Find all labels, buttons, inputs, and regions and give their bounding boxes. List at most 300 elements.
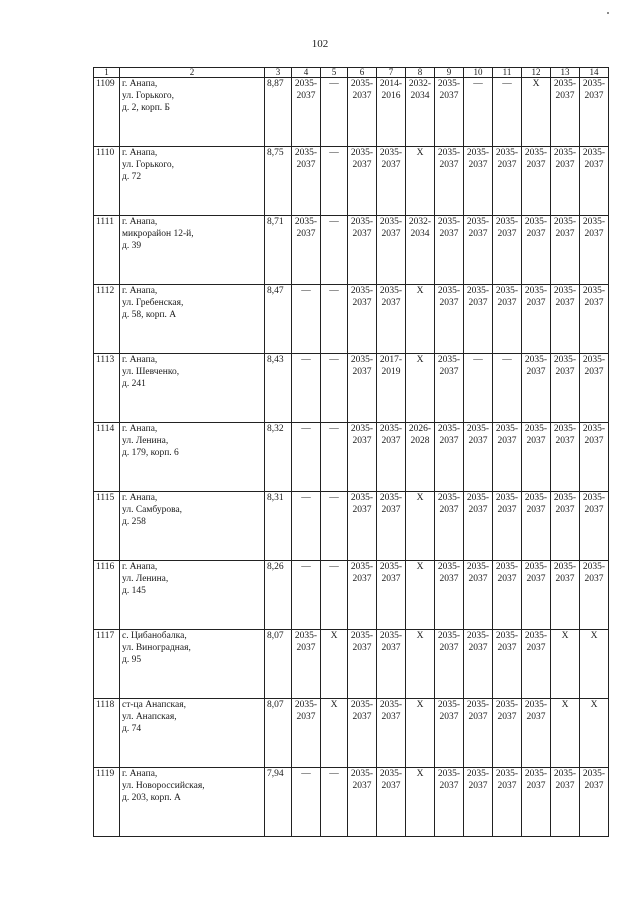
period-text: 2037 xyxy=(497,642,517,653)
period-text: 2035- xyxy=(553,493,577,503)
period-text: 2037 xyxy=(468,780,488,791)
period-text: 2037 xyxy=(381,435,401,446)
period-cell xyxy=(406,147,435,216)
value-cell: 8,47 xyxy=(265,285,292,354)
period-cell xyxy=(551,492,580,561)
period-cell xyxy=(292,561,321,630)
period-text: X xyxy=(416,562,424,572)
period-text: 2035- xyxy=(379,148,403,158)
period-text: 2035- xyxy=(524,700,548,710)
period-cell xyxy=(292,630,321,699)
period-cell xyxy=(522,699,551,768)
period-text: 2026- xyxy=(408,424,432,434)
period-text: 2035- xyxy=(350,424,374,434)
table-row xyxy=(94,78,609,147)
period-cell xyxy=(348,699,377,768)
period-text: 2037 xyxy=(296,90,316,101)
period-text: 2037 xyxy=(584,228,604,239)
table-row xyxy=(94,699,609,768)
table-row xyxy=(94,492,609,561)
period-text: — xyxy=(329,493,339,503)
period-text: 2037 xyxy=(497,780,517,791)
period-cell xyxy=(580,216,609,285)
period-text: X xyxy=(416,355,424,365)
period-text: 2037 xyxy=(439,435,459,446)
period-cell xyxy=(435,285,464,354)
period-text: 2035- xyxy=(437,562,461,572)
period-text: 2035- xyxy=(553,217,577,227)
period-text: 2035- xyxy=(437,148,461,158)
period-text: 2037 xyxy=(555,159,575,170)
period-cell xyxy=(348,561,377,630)
period-cell xyxy=(580,699,609,768)
address-line: микрорайон 12-й, xyxy=(122,228,194,239)
address-line: с. Цибанобалка, xyxy=(122,631,187,641)
period-text: 2037 xyxy=(439,297,459,308)
row-number-cell: 1110 xyxy=(94,147,120,216)
period-cell xyxy=(493,630,522,699)
address-cell xyxy=(120,354,265,423)
period-cell xyxy=(551,354,580,423)
period-cell xyxy=(321,423,348,492)
period-cell xyxy=(377,768,406,837)
period-text: 2037 xyxy=(584,573,604,584)
period-cell xyxy=(464,492,493,561)
period-cell xyxy=(377,492,406,561)
period-text: 2037 xyxy=(439,228,459,239)
period-cell xyxy=(551,78,580,147)
address-line: ст-ца Анапская, xyxy=(122,700,186,710)
address-line: д. 241 xyxy=(122,378,146,389)
column-header: 14 xyxy=(580,68,609,78)
period-text: 2035- xyxy=(553,424,577,434)
period-text: 2037 xyxy=(381,297,401,308)
period-text: — xyxy=(329,217,339,227)
period-text: — xyxy=(329,79,339,89)
period-text: 2037 xyxy=(381,504,401,515)
period-text: 2035- xyxy=(582,217,606,227)
period-text: 2035- xyxy=(582,79,606,89)
address-cell xyxy=(120,561,265,630)
address-cell xyxy=(120,78,265,147)
period-cell xyxy=(435,78,464,147)
period-cell xyxy=(551,561,580,630)
period-text: 2035- xyxy=(437,355,461,365)
period-text: 2037 xyxy=(352,573,372,584)
period-text: 2037 xyxy=(584,780,604,791)
period-text: 2035- xyxy=(495,769,519,779)
period-cell xyxy=(406,699,435,768)
period-cell xyxy=(551,699,580,768)
period-text: — xyxy=(473,79,483,89)
row-number-cell: 1117 xyxy=(94,630,120,699)
period-text: 2037 xyxy=(555,504,575,515)
period-text: 2037 xyxy=(468,504,488,515)
period-text: 2014- xyxy=(379,79,403,89)
period-text: X xyxy=(330,700,338,710)
period-cell xyxy=(551,630,580,699)
period-text: 2032- xyxy=(408,79,432,89)
period-text: — xyxy=(301,355,311,365)
period-cell xyxy=(464,285,493,354)
period-text: 2037 xyxy=(555,366,575,377)
column-header: 7 xyxy=(377,68,406,78)
period-text: 2037 xyxy=(497,573,517,584)
period-text: X xyxy=(416,493,424,503)
period-text: 2035- xyxy=(350,700,374,710)
period-text: 2037 xyxy=(555,435,575,446)
period-text: 2035- xyxy=(379,286,403,296)
period-cell xyxy=(377,354,406,423)
table-row xyxy=(94,354,609,423)
page-number: 102 xyxy=(311,38,329,50)
period-text: 2037 xyxy=(526,297,546,308)
address-cell xyxy=(120,630,265,699)
period-text: 2035- xyxy=(466,424,490,434)
period-text: 2035- xyxy=(466,562,490,572)
column-header: 6 xyxy=(348,68,377,78)
period-text: 2037 xyxy=(439,159,459,170)
column-header: 8 xyxy=(406,68,435,78)
period-text: 2035- xyxy=(495,700,519,710)
period-text: 2037 xyxy=(468,297,488,308)
value-cell: 7,94 xyxy=(265,768,292,837)
period-cell xyxy=(321,216,348,285)
scan-speck xyxy=(607,12,609,14)
period-text: 2037 xyxy=(584,297,604,308)
period-text: 2035- xyxy=(524,493,548,503)
row-number-cell: 1116 xyxy=(94,561,120,630)
period-text: 2035- xyxy=(495,562,519,572)
column-header: 9 xyxy=(435,68,464,78)
table-row xyxy=(94,768,609,837)
value-cell: 8,07 xyxy=(265,699,292,768)
address-cell xyxy=(120,147,265,216)
period-text: 2035- xyxy=(466,148,490,158)
period-cell xyxy=(292,492,321,561)
period-cell xyxy=(522,561,551,630)
period-text: 2037 xyxy=(497,435,517,446)
period-text: 2035- xyxy=(437,217,461,227)
row-number-cell: 1111 xyxy=(94,216,120,285)
period-cell xyxy=(406,78,435,147)
period-text: 2037 xyxy=(439,504,459,515)
table-row xyxy=(94,285,609,354)
period-cell xyxy=(435,630,464,699)
period-cell xyxy=(406,285,435,354)
period-cell xyxy=(292,147,321,216)
period-text: 2035- xyxy=(495,424,519,434)
period-text: 2035- xyxy=(437,493,461,503)
period-text: 2037 xyxy=(296,228,316,239)
period-text: 2035- xyxy=(524,562,548,572)
period-cell xyxy=(435,423,464,492)
period-text: 2035- xyxy=(495,148,519,158)
period-text: 2037 xyxy=(526,435,546,446)
column-header: 13 xyxy=(551,68,580,78)
period-cell xyxy=(406,216,435,285)
address-line: г. Анапа, xyxy=(122,286,158,296)
period-cell xyxy=(292,78,321,147)
period-text: — xyxy=(329,562,339,572)
period-cell xyxy=(406,492,435,561)
period-text: 2035- xyxy=(437,769,461,779)
period-cell xyxy=(551,768,580,837)
period-text: 2035- xyxy=(495,493,519,503)
period-cell xyxy=(580,423,609,492)
address-cell xyxy=(120,492,265,561)
period-text: 2035- xyxy=(524,217,548,227)
period-text: 2035- xyxy=(379,562,403,572)
column-header: 5 xyxy=(321,68,348,78)
period-text: 2035- xyxy=(582,286,606,296)
period-cell xyxy=(522,630,551,699)
address-line: д. 145 xyxy=(122,585,146,596)
period-cell xyxy=(493,492,522,561)
period-cell xyxy=(321,354,348,423)
period-text: 2037 xyxy=(584,366,604,377)
address-line: д. 179, корп. 6 xyxy=(122,447,179,458)
period-text: — xyxy=(301,286,311,296)
period-cell xyxy=(493,561,522,630)
column-header: 1 xyxy=(94,68,120,78)
table-row xyxy=(94,216,609,285)
period-text: 2037 xyxy=(526,159,546,170)
period-text: 2035- xyxy=(582,148,606,158)
period-cell xyxy=(551,216,580,285)
period-text: — xyxy=(301,493,311,503)
period-cell xyxy=(464,561,493,630)
address-line: ул. Горького, xyxy=(122,159,174,170)
period-cell xyxy=(551,147,580,216)
address-line: ул. Самбурова, xyxy=(122,504,183,515)
register-table xyxy=(93,67,609,837)
period-cell xyxy=(435,561,464,630)
period-text: 2037 xyxy=(352,435,372,446)
period-text: 2037 xyxy=(352,90,372,101)
table-row xyxy=(94,630,609,699)
period-cell xyxy=(377,423,406,492)
period-cell xyxy=(551,285,580,354)
period-cell xyxy=(377,630,406,699)
period-text: 2035- xyxy=(553,79,577,89)
period-text: 2028 xyxy=(410,435,430,446)
period-cell xyxy=(464,423,493,492)
period-text: 2037 xyxy=(352,504,372,515)
period-text: 2035- xyxy=(350,355,374,365)
period-text: 2035- xyxy=(437,424,461,434)
period-text: 2035- xyxy=(524,148,548,158)
address-line: д. 58, корп. А xyxy=(122,309,177,320)
period-cell xyxy=(435,354,464,423)
period-cell xyxy=(580,354,609,423)
period-text: 2037 xyxy=(555,90,575,101)
address-cell xyxy=(120,285,265,354)
period-text: 2037 xyxy=(381,711,401,722)
period-text: 2037 xyxy=(497,159,517,170)
row-number-cell: 1118 xyxy=(94,699,120,768)
period-cell xyxy=(292,699,321,768)
period-text: — xyxy=(329,148,339,158)
period-text: 2037 xyxy=(296,642,316,653)
period-text: 2035- xyxy=(495,286,519,296)
period-cell xyxy=(348,354,377,423)
period-text: 2035- xyxy=(437,286,461,296)
period-text: 2037 xyxy=(526,366,546,377)
period-cell xyxy=(580,285,609,354)
period-text: 2037 xyxy=(352,711,372,722)
address-cell xyxy=(120,699,265,768)
period-cell xyxy=(580,147,609,216)
period-text: 2037 xyxy=(296,159,316,170)
period-text: 2035- xyxy=(524,286,548,296)
period-text: 2035- xyxy=(294,631,318,641)
address-line: ул. Гребенская, xyxy=(122,297,184,308)
period-text: 2037 xyxy=(352,780,372,791)
period-text: 2037 xyxy=(555,780,575,791)
period-cell xyxy=(580,492,609,561)
period-cell xyxy=(435,147,464,216)
period-text: 2037 xyxy=(584,435,604,446)
period-cell xyxy=(435,216,464,285)
column-header: 4 xyxy=(292,68,321,78)
table-row xyxy=(94,147,609,216)
period-text: 2037 xyxy=(352,228,372,239)
period-text: 2034 xyxy=(410,90,430,101)
period-text: 2035- xyxy=(466,631,490,641)
period-cell xyxy=(321,78,348,147)
period-cell xyxy=(435,768,464,837)
address-line: г. Анапа, xyxy=(122,562,158,572)
address-line: д. 203, корп. А xyxy=(122,792,181,803)
period-text: 2037 xyxy=(381,780,401,791)
period-cell xyxy=(464,216,493,285)
column-header: 12 xyxy=(522,68,551,78)
period-text: 2035- xyxy=(466,286,490,296)
period-text: 2037 xyxy=(526,642,546,653)
period-cell xyxy=(493,699,522,768)
period-text: 2035- xyxy=(437,700,461,710)
period-text: 2037 xyxy=(468,435,488,446)
period-text: — xyxy=(502,355,512,365)
row-number-cell: 1113 xyxy=(94,354,120,423)
period-text: 2037 xyxy=(584,90,604,101)
period-text: 2035- xyxy=(294,700,318,710)
period-text: 2035- xyxy=(582,493,606,503)
period-text: 2035- xyxy=(553,286,577,296)
value-cell: 8,26 xyxy=(265,561,292,630)
period-text: 2035- xyxy=(495,631,519,641)
value-cell: 8,75 xyxy=(265,147,292,216)
period-cell xyxy=(522,492,551,561)
period-text: — xyxy=(329,769,339,779)
period-text: 2035- xyxy=(582,769,606,779)
period-text: X xyxy=(590,631,598,641)
period-text: 2037 xyxy=(439,711,459,722)
period-cell xyxy=(580,561,609,630)
period-text: — xyxy=(301,424,311,434)
period-text: 2037 xyxy=(352,642,372,653)
period-text: 2035- xyxy=(466,700,490,710)
period-cell xyxy=(348,630,377,699)
period-text: 2037 xyxy=(439,366,459,377)
period-text: 2037 xyxy=(526,711,546,722)
period-cell xyxy=(522,147,551,216)
period-cell xyxy=(377,147,406,216)
column-header: 3 xyxy=(265,68,292,78)
period-cell xyxy=(464,147,493,216)
period-text: 2035- xyxy=(350,79,374,89)
period-text: 2037 xyxy=(526,504,546,515)
period-text: 2037 xyxy=(381,159,401,170)
period-cell xyxy=(522,354,551,423)
period-text: 2037 xyxy=(497,297,517,308)
period-text: 2037 xyxy=(526,573,546,584)
period-text: 2037 xyxy=(352,366,372,377)
period-text: 2035- xyxy=(466,217,490,227)
period-text: 2016 xyxy=(381,90,401,101)
period-text: X xyxy=(416,700,424,710)
period-text: 2035- xyxy=(350,286,374,296)
table-row xyxy=(94,423,609,492)
period-cell xyxy=(321,699,348,768)
period-text: 2037 xyxy=(526,780,546,791)
period-text: — xyxy=(329,424,339,434)
period-text: X xyxy=(416,286,424,296)
period-text: 2037 xyxy=(555,297,575,308)
period-cell xyxy=(377,699,406,768)
address-line: ул. Анапская, xyxy=(122,711,177,722)
address-line: д. 258 xyxy=(122,516,146,527)
period-text: 2037 xyxy=(526,228,546,239)
period-cell xyxy=(464,699,493,768)
period-text: 2037 xyxy=(439,90,459,101)
period-cell xyxy=(348,423,377,492)
address-line: г. Анапа, xyxy=(122,493,158,503)
address-line: г. Анапа, xyxy=(122,79,158,89)
period-text: 2035- xyxy=(294,217,318,227)
period-text: 2034 xyxy=(410,228,430,239)
period-cell xyxy=(406,630,435,699)
period-text: 2037 xyxy=(468,159,488,170)
row-number-cell: 1114 xyxy=(94,423,120,492)
period-text: 2035- xyxy=(582,562,606,572)
period-cell xyxy=(292,285,321,354)
period-text: 2035- xyxy=(495,217,519,227)
period-cell xyxy=(493,768,522,837)
address-line: ул. Виноградная, xyxy=(122,642,191,653)
period-text: 2037 xyxy=(468,573,488,584)
address-line: д. 2, корп. Б xyxy=(122,102,171,113)
period-text: X xyxy=(532,79,540,89)
period-cell xyxy=(493,78,522,147)
period-text: 2035- xyxy=(582,424,606,434)
period-text: — xyxy=(329,286,339,296)
period-text: 2035- xyxy=(350,148,374,158)
period-cell xyxy=(321,561,348,630)
period-text: 2032- xyxy=(408,217,432,227)
period-text: 2037 xyxy=(381,228,401,239)
row-number-cell: 1109 xyxy=(94,78,120,147)
period-text: 2019 xyxy=(381,366,401,377)
period-text: 2037 xyxy=(497,504,517,515)
address-cell xyxy=(120,216,265,285)
address-line: ул. Горького, xyxy=(122,90,174,101)
period-cell xyxy=(292,354,321,423)
table-row xyxy=(94,561,609,630)
value-cell: 8,43 xyxy=(265,354,292,423)
address-line: г. Анапа, xyxy=(122,424,158,434)
